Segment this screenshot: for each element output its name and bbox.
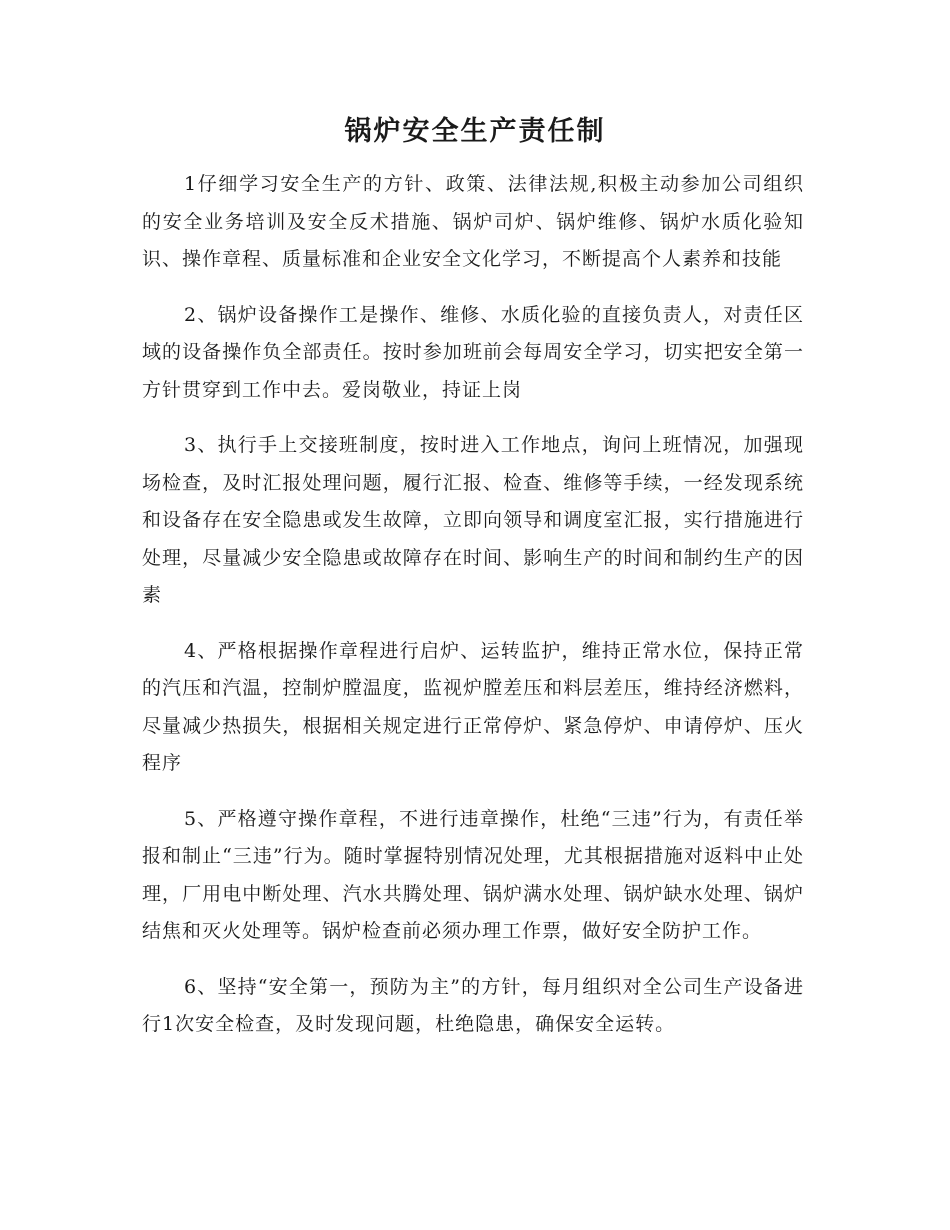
paragraph-2: 2、锅炉设备操作工是操作、维修、水质化验的直接负责人，对责任区域的设备操作负全部责任。按时参加班前会每周安全学习，切实把安全第一方针贯穿到工作中去。爱岗敬业，持证上岗	[142, 303, 804, 401]
document-body	[142, 166, 804, 1062]
paragraph-3: 3、执行手上交接班制度，按时进入工作地点，询问上班情况，加强现场检查，及时汇报处理问题，履行汇报、检查、维修等手续，一经发现系统和设备存在安全隐患或发生故障，立即向领导和调度室汇报，实行措施进行处理，尽量减少安全隐患或故障存在时间、影响生产的时间和制约生产的因素	[142, 434, 804, 606]
paragraph-4: 4、严格根据操作章程进行启炉、运转监护，维持正常水位，保持正常的汽压和汽温，控制炉膛温度，监视炉膛差压和料层差压，维持经济燃料，尽量减少热损失，根据相关规定进行正常停炉、紧急停炉、申请停炉、压火程序	[142, 639, 804, 774]
paragraph-1: 1仔细学习安全生产的方针、政策、法律法规,积极主动参加公司组织的安全业务培训及安全反术措施、锅炉司炉、锅炉维修、锅炉水质化验知识、操作章程、质量标准和企业安全文化学习，不断提高个人素养和技能	[142, 173, 804, 270]
document-title: 锅炉安全生产责任制	[344, 116, 606, 147]
paragraph-5: 5、严格遵守操作章程，不进行违章操作，杜绝“三违”行为，有责任举报和制止“三违”行为。随时掌握特别情况处理，尤其根据措施对返料中止处理，厂用电中断处理、汽水共腾处理、锅炉满水处理、锅炉缺水处理、锅炉结焦和灭火处理等。锅炉检查前必须办理工作票，做好安全防护工作。	[142, 807, 804, 942]
paragraph-6: 6、坚持“安全第一，预防为主”的方针，每月组织对全公司生产设备进行1次安全检查，及时发现问题，杜绝隐患，确保安全运转。	[142, 975, 804, 1035]
